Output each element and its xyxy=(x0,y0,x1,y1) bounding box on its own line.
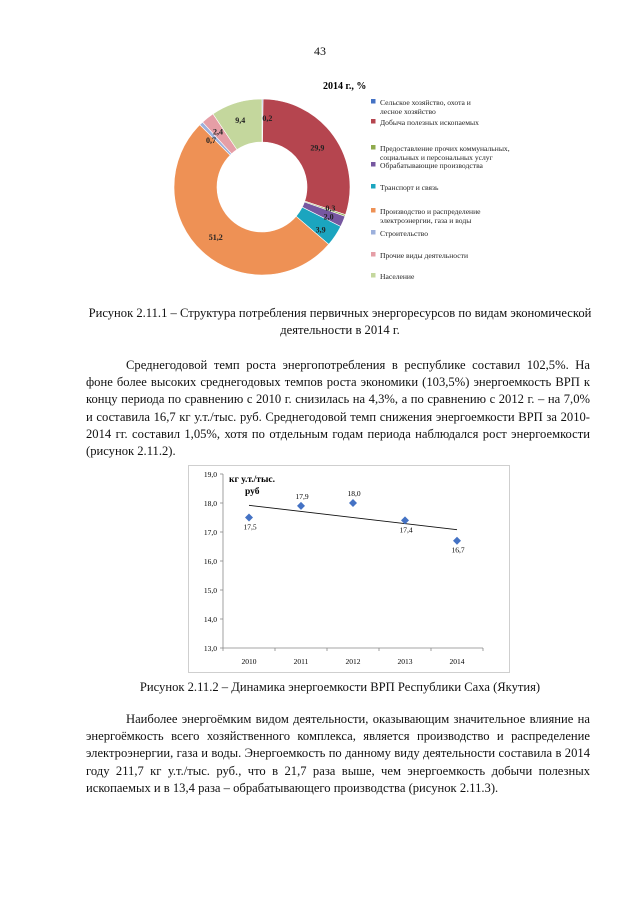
pie-value-label: 0,7 xyxy=(205,135,216,145)
figure-caption-2: Рисунок 2.11.2 – Динамика энергоемкости ВРП Республики Саха (Якутия) xyxy=(139,680,541,694)
y-axis-title: кг у.т./тыс. xyxy=(229,475,275,485)
legend-label: Предоставление прочих коммунальных, xyxy=(380,144,510,153)
y-tick-label: 15,0 xyxy=(203,586,217,595)
legend-swatch xyxy=(371,230,376,235)
pie-value-label: 2,4 xyxy=(212,127,223,137)
legend-label: Сельское хозяйство, охота и xyxy=(380,98,471,107)
legend-label: Обрабатывающие производства xyxy=(380,161,483,170)
y-tick-label: 14,0 xyxy=(203,615,217,624)
y-tick-label: 19,0 xyxy=(203,470,217,479)
pie-value-label: 9,4 xyxy=(235,115,246,125)
legend-swatch xyxy=(371,273,376,278)
x-tick-label: 2013 xyxy=(397,657,413,666)
legend-label: Транспорт и связь xyxy=(380,183,439,192)
pie-slice xyxy=(263,99,350,215)
pie-value-label: 3,9 xyxy=(315,225,326,235)
page-number: 43 xyxy=(314,44,326,58)
legend-swatch xyxy=(371,252,376,257)
data-label: 17,9 xyxy=(295,491,309,501)
figure-caption-1: Рисунок 2.11.1 – Структура потребления первичных энергоресурсов по видам экономической деятельности в 2014 г. xyxy=(88,306,592,337)
pie-chart xyxy=(160,76,520,292)
y-tick-label: 13,0 xyxy=(203,644,217,653)
legend-label: электроэнергии, газа и воды xyxy=(380,216,472,225)
body-paragraph-2 xyxy=(86,711,590,797)
body-paragraph-1 xyxy=(86,357,590,460)
pie-value-label: 51,2 xyxy=(208,232,223,242)
body-paragraph-2-text: Наиболее энергоёмким видом деятельности, оказывающим значительное влияние на энергоёмкость всего хозяйственного комплекса, является производство и распределение электроэнергии, газа и воды. Энергоемкость по данному виду деятельности составила в 2014 году 211,7 кг у.т./тыс. руб., что в 21,7 раза выше, чем энергоемкость добычи полезных ископаемых и в 13,4 раза – обрабатывающего производства (рисунок 2.11.3). xyxy=(86,712,590,795)
legend-label: Строительство xyxy=(380,229,428,238)
legend-label: Производство и распределение xyxy=(380,207,481,216)
body-paragraph-1-text: Среднегодовой темп роста энергопотребления в республике составил 102,5%. На фоне более высоких среднегодовых темпов роста экономики (103,5%) энергоемкость ВРП к концу периода по сравнению с 2010 г. снизилась на 4,3%, а по сравнению с 2012 г. – на 7,0% и составила 16,7 кг у.т./тыс. руб. Среднегодовой темп снижения энергоемкости ВРП за 2010-2014 гг. составил 1,05%, хотя по отдельным годам периода наблюдался рост энергоемкости (рисунок 2.11.2). xyxy=(86,358,590,459)
pie-value-label: 0,3 xyxy=(325,204,336,214)
pie-value-label: 2,0 xyxy=(323,212,334,222)
data-label: 16,7 xyxy=(451,545,465,555)
pie-chart-title: 2014 г., % xyxy=(323,81,367,92)
x-tick-label: 2014 xyxy=(449,657,465,666)
energy-intensity-chart xyxy=(188,465,510,673)
legend-label: Население xyxy=(380,272,415,281)
legend-label: социальных и персональных услуг xyxy=(380,153,493,162)
x-tick-label: 2012 xyxy=(345,657,361,666)
data-label: 17,4 xyxy=(399,525,413,535)
y-tick-label: 18,0 xyxy=(203,499,217,508)
legend-label: Добыча полезных ископаемых xyxy=(380,118,479,127)
pie-value-label: 0,2 xyxy=(262,114,273,124)
legend-label: Прочие виды деятельности xyxy=(380,251,469,260)
legend-swatch xyxy=(371,184,376,189)
legend-swatch xyxy=(371,162,376,167)
pie-legend xyxy=(371,98,510,281)
pie-slices xyxy=(174,99,350,275)
legend-swatch xyxy=(371,99,376,104)
legend-swatch xyxy=(371,208,376,213)
y-tick-label: 16,0 xyxy=(203,557,217,566)
data-label: 18,0 xyxy=(347,489,361,498)
legend-swatch xyxy=(371,119,376,124)
data-label: 17,5 xyxy=(243,522,257,532)
y-axis-title-cont: руб xyxy=(245,487,260,497)
x-tick-label: 2010 xyxy=(241,657,257,666)
pie-value-label: 29,9 xyxy=(310,143,325,153)
x-tick-label: 2011 xyxy=(293,657,309,666)
legend-swatch xyxy=(371,145,376,150)
y-tick-label: 17,0 xyxy=(203,528,217,537)
legend-label: лесное хозяйство xyxy=(380,107,436,116)
